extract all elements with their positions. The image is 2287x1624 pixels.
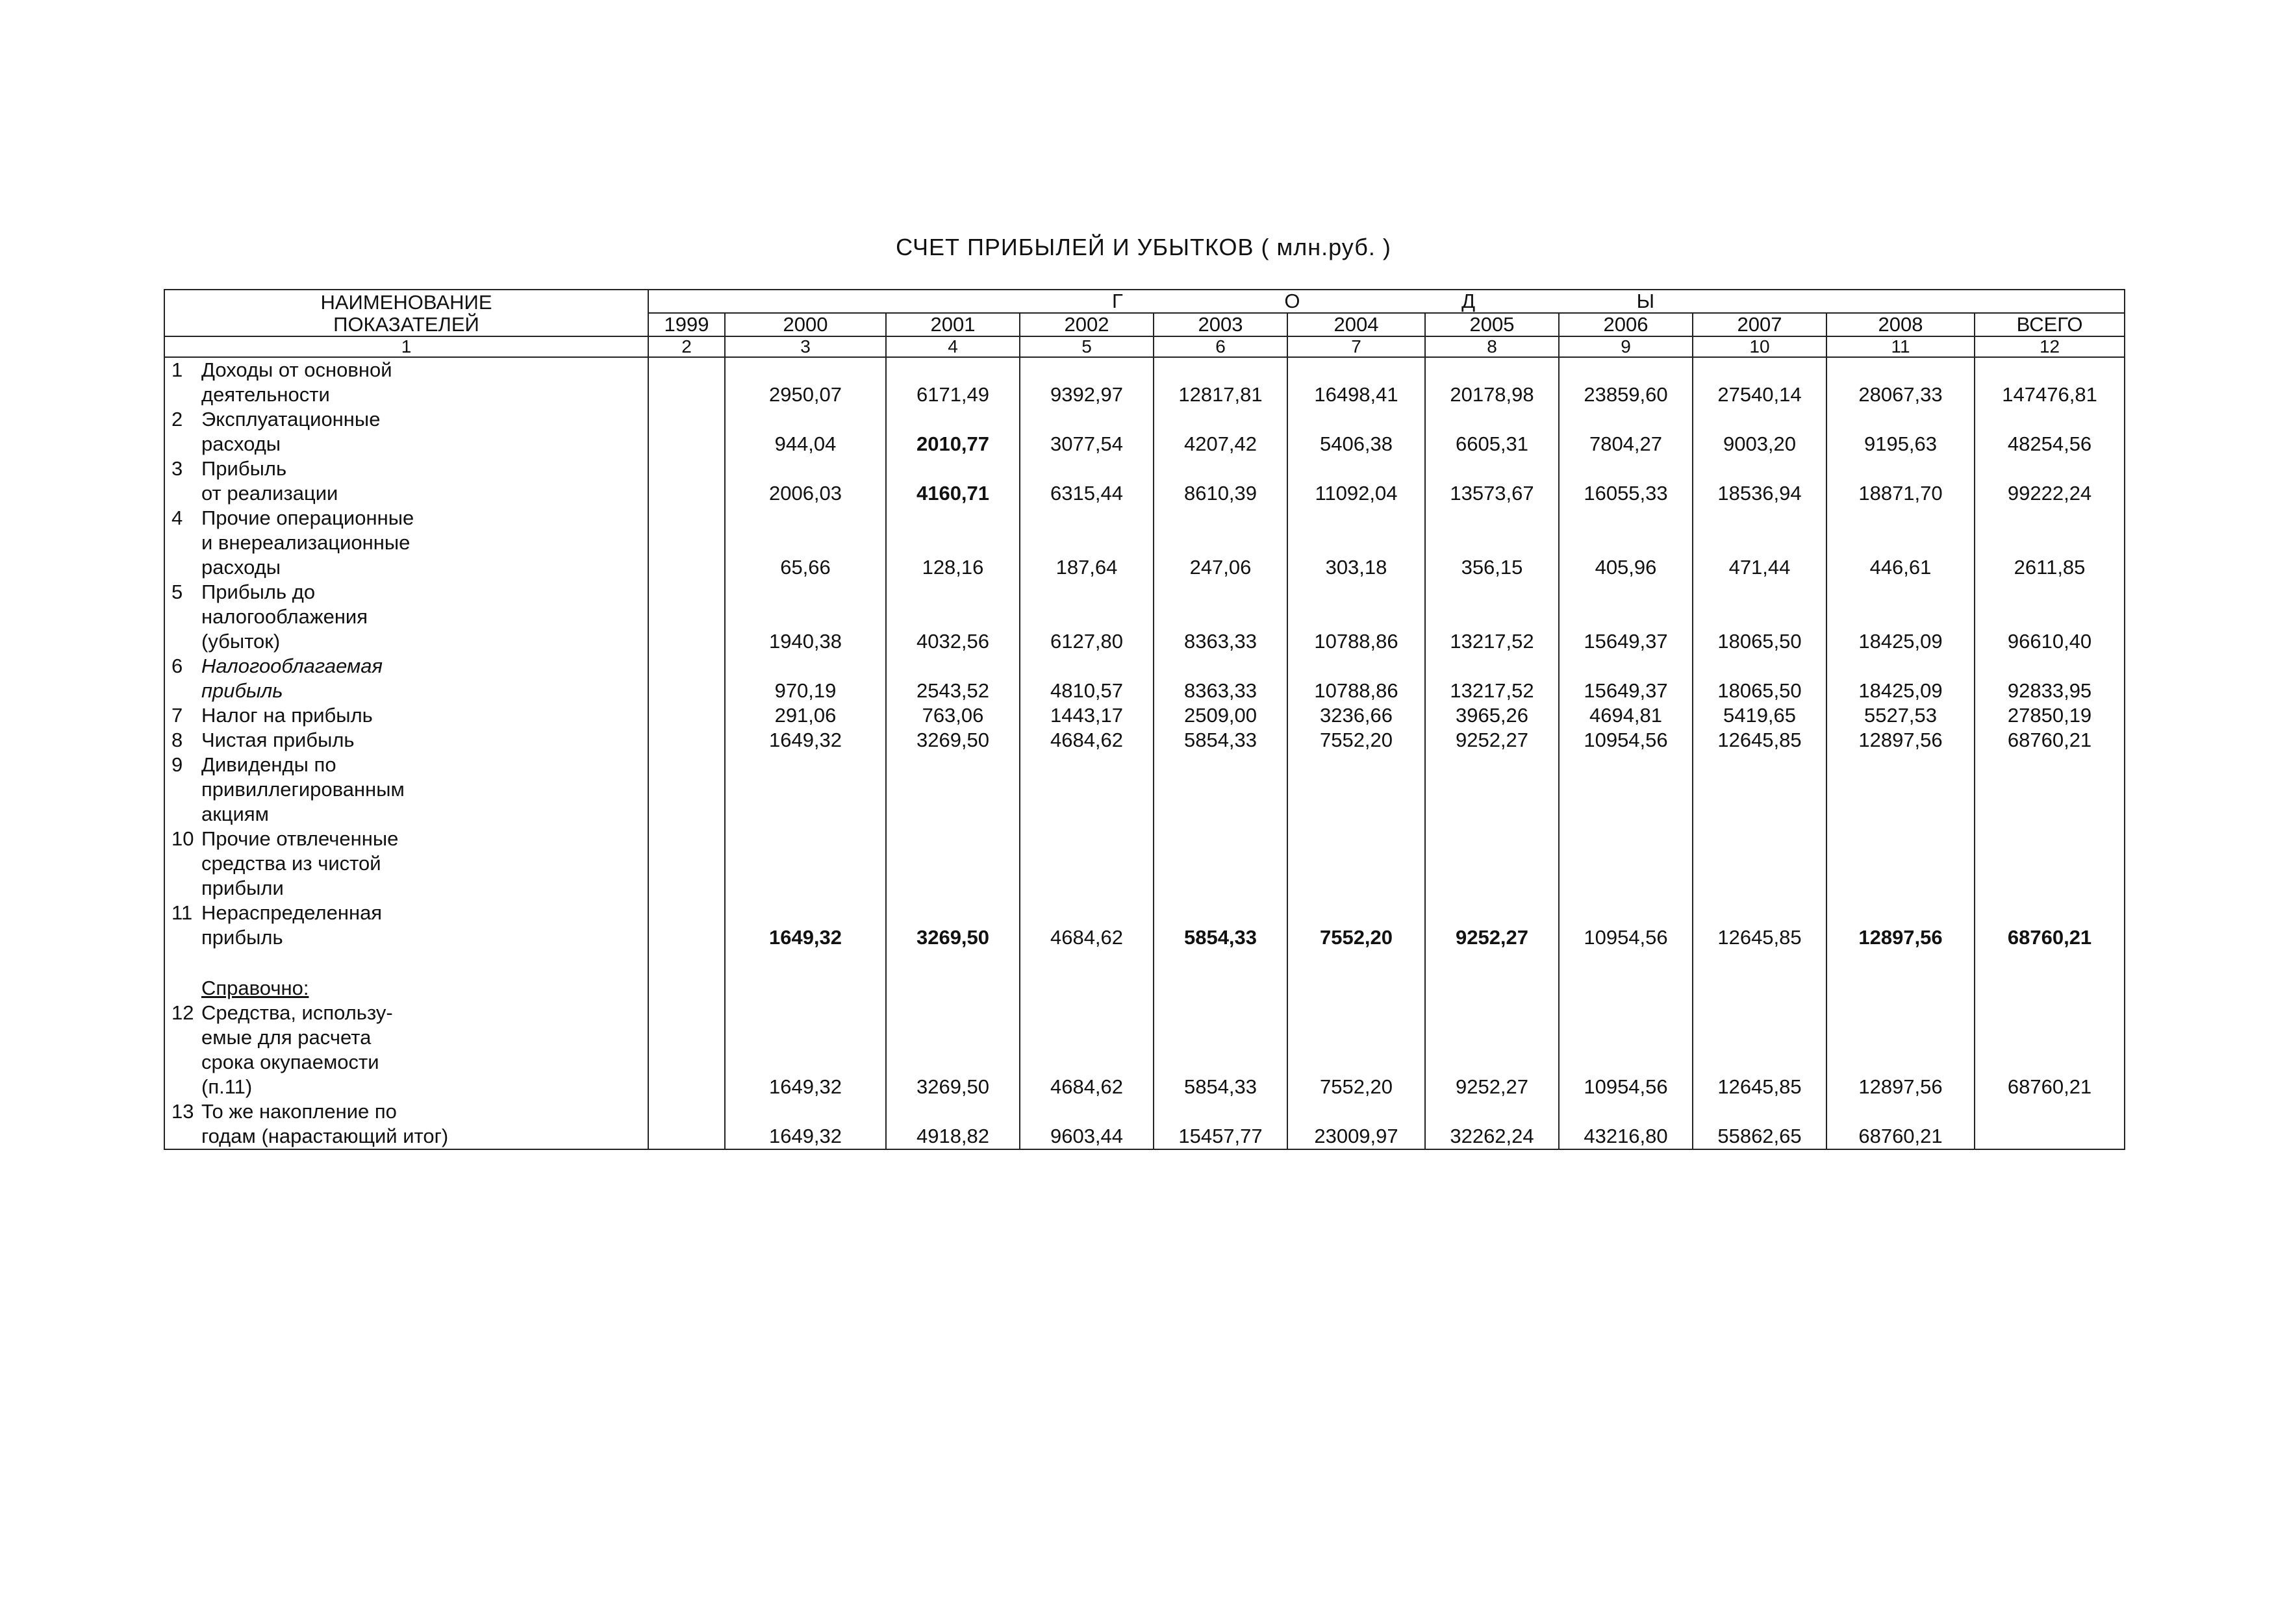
value-cell	[1287, 827, 1425, 901]
value-cell	[1425, 753, 1559, 827]
value-cell: 11092,04	[1287, 456, 1425, 506]
value-cell: 4810,57	[1020, 654, 1154, 703]
table-row	[164, 456, 2125, 506]
value-cell: 7552,20	[1287, 901, 1425, 950]
row-number: 10	[171, 827, 194, 850]
value-cell: 4207,42	[1154, 407, 1287, 456]
row-number: 2	[171, 408, 183, 431]
value-cell: 27850,19	[1975, 703, 2125, 728]
table-row	[164, 976, 2125, 1001]
value-cell	[648, 580, 725, 654]
value-cell: 12817,81	[1154, 357, 1287, 407]
value-cell: 18065,50	[1693, 580, 1826, 654]
value-cell: 247,06	[1154, 506, 1287, 580]
value-cell: 68760,21	[1826, 1099, 1975, 1149]
value-cell	[1693, 976, 1826, 1001]
value-cell	[1154, 753, 1287, 827]
row-number: 3	[171, 457, 183, 480]
row-number: 5	[171, 581, 183, 603]
table-row	[164, 728, 2125, 753]
header-year-cell: 2004	[1287, 313, 1425, 336]
value-cell: 32262,24	[1425, 1099, 1559, 1149]
row-number: 1	[171, 358, 183, 381]
indicator-name-cell	[164, 827, 648, 901]
spacer-cell	[1425, 950, 1559, 976]
value-cell: 12645,85	[1693, 728, 1826, 753]
value-cell: 9252,27	[1425, 901, 1559, 950]
value-cell: 18425,09	[1826, 580, 1975, 654]
header-year-cell: 2001	[886, 313, 1020, 336]
value-cell: 471,44	[1693, 506, 1826, 580]
column-number-cell: 6	[1154, 336, 1287, 357]
column-number-cell: 3	[725, 336, 886, 357]
value-cell	[1287, 976, 1425, 1001]
header-year-cell: 2003	[1154, 313, 1287, 336]
value-cell: 9195,63	[1826, 407, 1975, 456]
indicator-name-cell	[164, 357, 648, 407]
value-cell: 1649,32	[725, 901, 886, 950]
value-cell: 23009,97	[1287, 1099, 1425, 1149]
table-row	[164, 827, 2125, 901]
value-cell: 1443,17	[1020, 703, 1154, 728]
value-cell: 28067,33	[1826, 357, 1975, 407]
header-year-cell: 2007	[1693, 313, 1826, 336]
value-cell	[648, 456, 725, 506]
document-title: СЧЕТ ПРИБЫЛЕЙ И УБЫТКОВ ( млн.руб. )	[896, 234, 1391, 260]
value-cell: 48254,56	[1975, 407, 2125, 456]
row-number: 8	[171, 729, 183, 751]
value-cell: 15649,37	[1559, 654, 1693, 703]
value-cell: 5406,38	[1287, 407, 1425, 456]
spacer-cell	[1975, 950, 2125, 976]
table-row	[164, 506, 2125, 580]
value-cell	[648, 1001, 725, 1099]
value-cell: 3269,50	[886, 1001, 1020, 1099]
value-cell: 3269,50	[886, 901, 1020, 950]
header-year-cell: 1999	[648, 313, 725, 336]
value-cell: 4684,62	[1020, 1001, 1154, 1099]
value-cell: 2509,00	[1154, 703, 1287, 728]
spacer-cell	[1826, 950, 1975, 976]
value-cell	[648, 357, 725, 407]
value-cell: 3965,26	[1425, 703, 1559, 728]
value-cell	[725, 827, 886, 901]
value-cell: 3269,50	[886, 728, 1020, 753]
column-number-cell: 9	[1559, 336, 1693, 357]
value-cell: 18871,70	[1826, 456, 1975, 506]
value-cell: 12645,85	[1693, 1001, 1826, 1099]
value-cell	[648, 753, 725, 827]
value-cell: 23859,60	[1559, 357, 1693, 407]
value-cell: 7804,27	[1559, 407, 1693, 456]
header-year-cell: ВСЕГО	[1975, 313, 2125, 336]
value-cell: 43216,80	[1559, 1099, 1693, 1149]
profit-loss-table	[164, 289, 2125, 1150]
indicator-name: Чистая прибыль	[201, 729, 355, 751]
value-cell: 970,19	[725, 654, 886, 703]
table-row	[164, 1001, 2125, 1099]
indicator-name: Эксплуатационные расходы	[201, 408, 381, 455]
value-cell: 15457,77	[1154, 1099, 1287, 1149]
value-cell: 187,64	[1020, 506, 1154, 580]
column-number-cell: 12	[1975, 336, 2125, 357]
value-cell	[1826, 976, 1975, 1001]
spacer-cell	[164, 950, 648, 976]
value-cell	[1425, 827, 1559, 901]
value-cell: 10954,56	[1559, 901, 1693, 950]
indicator-name-cell	[164, 506, 648, 580]
indicator-name-cell	[164, 703, 648, 728]
value-cell	[1020, 753, 1154, 827]
value-cell	[886, 827, 1020, 901]
row-number: 11	[171, 901, 193, 924]
value-cell	[1020, 827, 1154, 901]
indicator-name: Налогооблагаемая прибыль	[201, 655, 383, 702]
value-cell: 9603,44	[1020, 1099, 1154, 1149]
table-body	[164, 357, 2125, 1149]
value-cell	[886, 976, 1020, 1001]
header-year-cell: 2008	[1826, 313, 1975, 336]
indicator-name-cell	[164, 1001, 648, 1099]
spacer-cell	[648, 950, 725, 976]
table-row	[164, 580, 2125, 654]
value-cell: 12897,56	[1826, 1001, 1975, 1099]
value-cell	[1559, 976, 1693, 1001]
indicator-name-cell	[164, 456, 648, 506]
value-cell: 4684,62	[1020, 728, 1154, 753]
value-cell: 4032,56	[886, 580, 1020, 654]
value-cell	[1154, 827, 1287, 901]
header-row-column-numbers	[164, 336, 2125, 357]
value-cell: 2006,03	[725, 456, 886, 506]
header-name-column: НАИМЕНОВАНИЕ ПОКАЗАТЕЛЕЙ	[164, 290, 648, 336]
indicator-name-cell	[164, 753, 648, 827]
table-row	[164, 407, 2125, 456]
value-cell: 55862,65	[1693, 1099, 1826, 1149]
spacer-cell	[1693, 950, 1826, 976]
value-cell: 4684,62	[1020, 901, 1154, 950]
value-cell: 2950,07	[725, 357, 886, 407]
indicator-name: Прочие отвлеченные средства из чистой прибыли	[201, 827, 399, 899]
value-cell: 944,04	[725, 407, 886, 456]
spacer-cell	[886, 950, 1020, 976]
spacer-cell	[725, 950, 886, 976]
header-row-caption	[164, 290, 2125, 313]
value-cell	[648, 827, 725, 901]
column-number-cell: 7	[1287, 336, 1425, 357]
value-cell: 13217,52	[1425, 654, 1559, 703]
value-cell	[1287, 753, 1425, 827]
value-cell: 291,06	[725, 703, 886, 728]
value-cell: 356,15	[1425, 506, 1559, 580]
value-cell: 8363,33	[1154, 580, 1287, 654]
indicator-name: Дивиденды по привиллегированным акциям	[201, 753, 405, 825]
value-cell	[1425, 976, 1559, 1001]
indicator-name: Нераспределенная прибыль	[201, 901, 383, 949]
value-cell: 1649,32	[725, 1001, 886, 1099]
value-cell: 13217,52	[1425, 580, 1559, 654]
value-cell: 12645,85	[1693, 901, 1826, 950]
column-number-cell: 1	[164, 336, 648, 357]
value-cell	[648, 506, 725, 580]
indicator-name: Средства, использу- емые для расчета срока окупаемости (п.11)	[201, 1001, 393, 1098]
row-number: 6	[171, 655, 183, 677]
table-row	[164, 357, 2125, 407]
indicator-name: Доходы от основной деятельности	[201, 358, 392, 406]
value-cell: 10954,56	[1559, 728, 1693, 753]
table-row	[164, 1099, 2125, 1149]
indicator-name: Прибыль от реализации	[201, 457, 338, 505]
value-cell: 16498,41	[1287, 357, 1425, 407]
value-cell: 5854,33	[1154, 901, 1287, 950]
value-cell: 3236,66	[1287, 703, 1425, 728]
value-cell	[648, 407, 725, 456]
header-year-cell: 2002	[1020, 313, 1154, 336]
value-cell	[648, 1099, 725, 1149]
value-cell: 99222,24	[1975, 456, 2125, 506]
column-number-cell: 8	[1425, 336, 1559, 357]
value-cell	[648, 728, 725, 753]
value-cell: 9392,97	[1020, 357, 1154, 407]
header-year-cell: 2006	[1559, 313, 1693, 336]
indicator-name-cell	[164, 901, 648, 950]
value-cell: 9252,27	[1425, 728, 1559, 753]
value-cell: 5419,65	[1693, 703, 1826, 728]
table-row	[164, 901, 2125, 950]
column-number-cell: 10	[1693, 336, 1826, 357]
header-year-cell: 2005	[1425, 313, 1559, 336]
spacer-cell	[1154, 950, 1287, 976]
value-cell: 15649,37	[1559, 580, 1693, 654]
spacer-cell	[1020, 950, 1154, 976]
value-cell: 8363,33	[1154, 654, 1287, 703]
value-cell	[1975, 976, 2125, 1001]
value-cell	[1975, 753, 2125, 827]
row-number: 7	[171, 704, 183, 727]
value-cell: 18065,50	[1693, 654, 1826, 703]
value-cell	[1975, 1099, 2125, 1149]
column-number-cell: 11	[1826, 336, 1975, 357]
value-cell: 5527,53	[1826, 703, 1975, 728]
value-cell: 9003,20	[1693, 407, 1826, 456]
value-cell: 1649,32	[725, 728, 886, 753]
value-cell: 2543,52	[886, 654, 1020, 703]
value-cell: 128,16	[886, 506, 1020, 580]
value-cell	[648, 976, 725, 1001]
value-cell: 4160,71	[886, 456, 1020, 506]
header-year-cell: 2000	[725, 313, 886, 336]
value-cell	[1693, 827, 1826, 901]
value-cell: 96610,40	[1975, 580, 2125, 654]
value-cell: 446,61	[1826, 506, 1975, 580]
value-cell: 147476,81	[1975, 357, 2125, 407]
value-cell: 7552,20	[1287, 1001, 1425, 1099]
value-cell: 18425,09	[1826, 654, 1975, 703]
spacer-row	[164, 950, 2125, 976]
value-cell: 9252,27	[1425, 1001, 1559, 1099]
value-cell	[725, 753, 886, 827]
indicator-name: Прочие операционные и внереализационные расходы	[201, 506, 414, 579]
value-cell: 5854,33	[1154, 728, 1287, 753]
value-cell: 68760,21	[1975, 728, 2125, 753]
value-cell	[886, 753, 1020, 827]
row-number: 4	[171, 506, 183, 529]
value-cell: 6605,31	[1425, 407, 1559, 456]
row-number: 12	[171, 1001, 194, 1024]
value-cell: 4918,82	[886, 1099, 1020, 1149]
column-number-cell: 5	[1020, 336, 1154, 357]
value-cell	[648, 901, 725, 950]
value-cell: 2010,77	[886, 407, 1020, 456]
value-cell: 92833,95	[1975, 654, 2125, 703]
value-cell: 16055,33	[1559, 456, 1693, 506]
value-cell: 10788,86	[1287, 654, 1425, 703]
value-cell: 10788,86	[1287, 580, 1425, 654]
value-cell: 1649,32	[725, 1099, 886, 1149]
value-cell: 65,66	[725, 506, 886, 580]
value-cell: 2611,85	[1975, 506, 2125, 580]
value-cell: 27540,14	[1693, 357, 1826, 407]
value-cell: 6315,44	[1020, 456, 1154, 506]
value-cell: 405,96	[1559, 506, 1693, 580]
value-cell: 13573,67	[1425, 456, 1559, 506]
value-cell: 6171,49	[886, 357, 1020, 407]
table-row	[164, 703, 2125, 728]
value-cell: 763,06	[886, 703, 1020, 728]
value-cell: 7552,20	[1287, 728, 1425, 753]
row-number: 9	[171, 753, 183, 776]
indicator-name: Прибыль до налогооблажения (убыток)	[201, 581, 368, 653]
value-cell: 20178,98	[1425, 357, 1559, 407]
indicator-name-cell	[164, 407, 648, 456]
value-cell	[725, 976, 886, 1001]
indicator-name-cell	[164, 728, 648, 753]
value-cell: 12897,56	[1826, 901, 1975, 950]
indicator-name-cell	[164, 580, 648, 654]
value-cell	[1559, 753, 1693, 827]
table-row	[164, 654, 2125, 703]
indicator-name-cell	[164, 1099, 648, 1149]
value-cell: 68760,21	[1975, 901, 2125, 950]
value-cell: 68760,21	[1975, 1001, 2125, 1099]
indicator-name: То же накопление по годам (нарастающий итог)	[201, 1100, 449, 1147]
indicator-name: Налог на прибыль	[201, 704, 373, 727]
row-number: 13	[171, 1100, 194, 1123]
value-cell: 3077,54	[1020, 407, 1154, 456]
indicator-name-cell	[164, 654, 648, 703]
value-cell	[1020, 976, 1154, 1001]
value-cell: 12897,56	[1826, 728, 1975, 753]
value-cell	[1693, 753, 1826, 827]
indicator-name: Справочно:	[201, 977, 309, 999]
column-number-cell: 4	[886, 336, 1020, 357]
table-row	[164, 753, 2125, 827]
value-cell: 10954,56	[1559, 1001, 1693, 1099]
value-cell	[1826, 827, 1975, 901]
value-cell	[648, 654, 725, 703]
spacer-cell	[1559, 950, 1693, 976]
spacer-cell	[1287, 950, 1425, 976]
value-cell: 8610,39	[1154, 456, 1287, 506]
value-cell: 303,18	[1287, 506, 1425, 580]
column-number-cell: 2	[648, 336, 725, 357]
value-cell	[1826, 753, 1975, 827]
value-cell	[1559, 827, 1693, 901]
value-cell: 4694,81	[1559, 703, 1693, 728]
header-years-caption: Г О Д Ы	[648, 290, 2125, 313]
indicator-name-cell	[164, 976, 648, 1001]
value-cell: 5854,33	[1154, 1001, 1287, 1099]
value-cell	[1154, 976, 1287, 1001]
value-cell: 6127,80	[1020, 580, 1154, 654]
value-cell: 18536,94	[1693, 456, 1826, 506]
value-cell: 1940,38	[725, 580, 886, 654]
value-cell	[648, 703, 725, 728]
value-cell	[1975, 827, 2125, 901]
